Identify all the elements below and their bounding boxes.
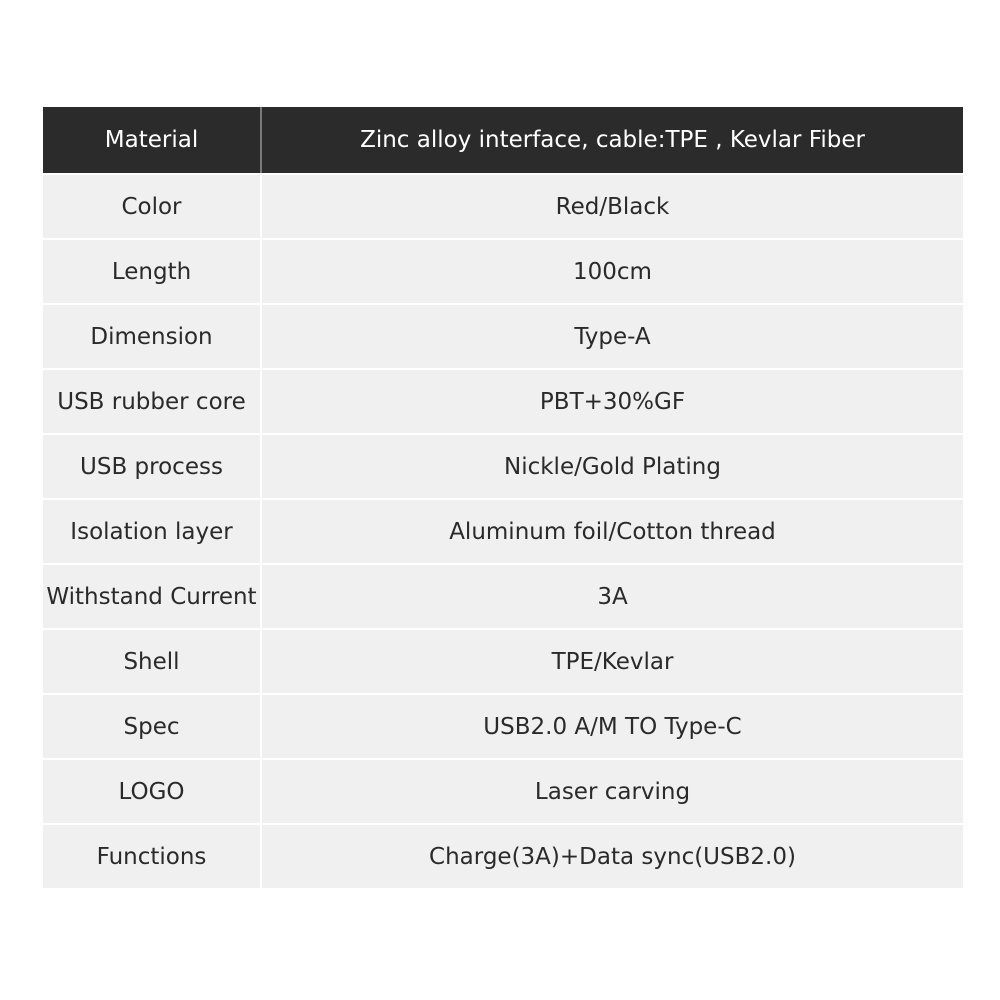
row-value-cell: Aluminum foil/Cotton thread [449, 518, 776, 545]
row-value-cell: 100cm [573, 258, 652, 285]
table-row [43, 368, 963, 433]
table-row [43, 823, 963, 888]
row-value-cell: TPE/Kevlar [551, 648, 674, 675]
row-value-cell: PBT+30%GF [539, 388, 686, 415]
row-label-cell: Isolation layer [43, 500, 262, 563]
row-label-cell: Spec [43, 695, 262, 758]
table-row [43, 693, 963, 758]
row-label-cell: Dimension [43, 305, 262, 368]
row-label-cell: USB process [43, 435, 262, 498]
spec-table [43, 107, 963, 893]
header-value-cell: Zinc alloy interface, cable:TPE , Kevlar Fiber [360, 127, 865, 153]
row-value-cell: Charge(3A)+Data sync(USB2.0) [429, 843, 796, 870]
row-label-cell: Length [43, 240, 262, 303]
table-row [43, 628, 963, 693]
table-row [43, 433, 963, 498]
table-row [43, 238, 963, 303]
table-row [43, 173, 963, 238]
row-label-cell: Color [43, 175, 262, 238]
table-row [43, 563, 963, 628]
row-value-cell: Nickle/Gold Plating [504, 453, 721, 480]
header-label-cell: Material [43, 107, 262, 173]
row-value-cell: Laser carving [534, 778, 691, 805]
table-row [43, 758, 963, 823]
table-row [43, 498, 963, 563]
row-label-cell: LOGO [43, 760, 262, 823]
row-value-cell: Type-A [574, 323, 651, 350]
table-row [43, 303, 963, 368]
row-label-cell: Functions [43, 825, 262, 888]
row-value-cell: Red/Black [555, 193, 670, 220]
row-value-cell: 3A [597, 583, 628, 610]
row-label-cell: Withstand Current [43, 565, 262, 628]
row-label-cell: Shell [43, 630, 262, 693]
table-header-row [43, 107, 963, 173]
row-value-cell: USB2.0 A/M TO Type-C [483, 713, 742, 740]
row-label-cell: USB rubber core [43, 370, 262, 433]
